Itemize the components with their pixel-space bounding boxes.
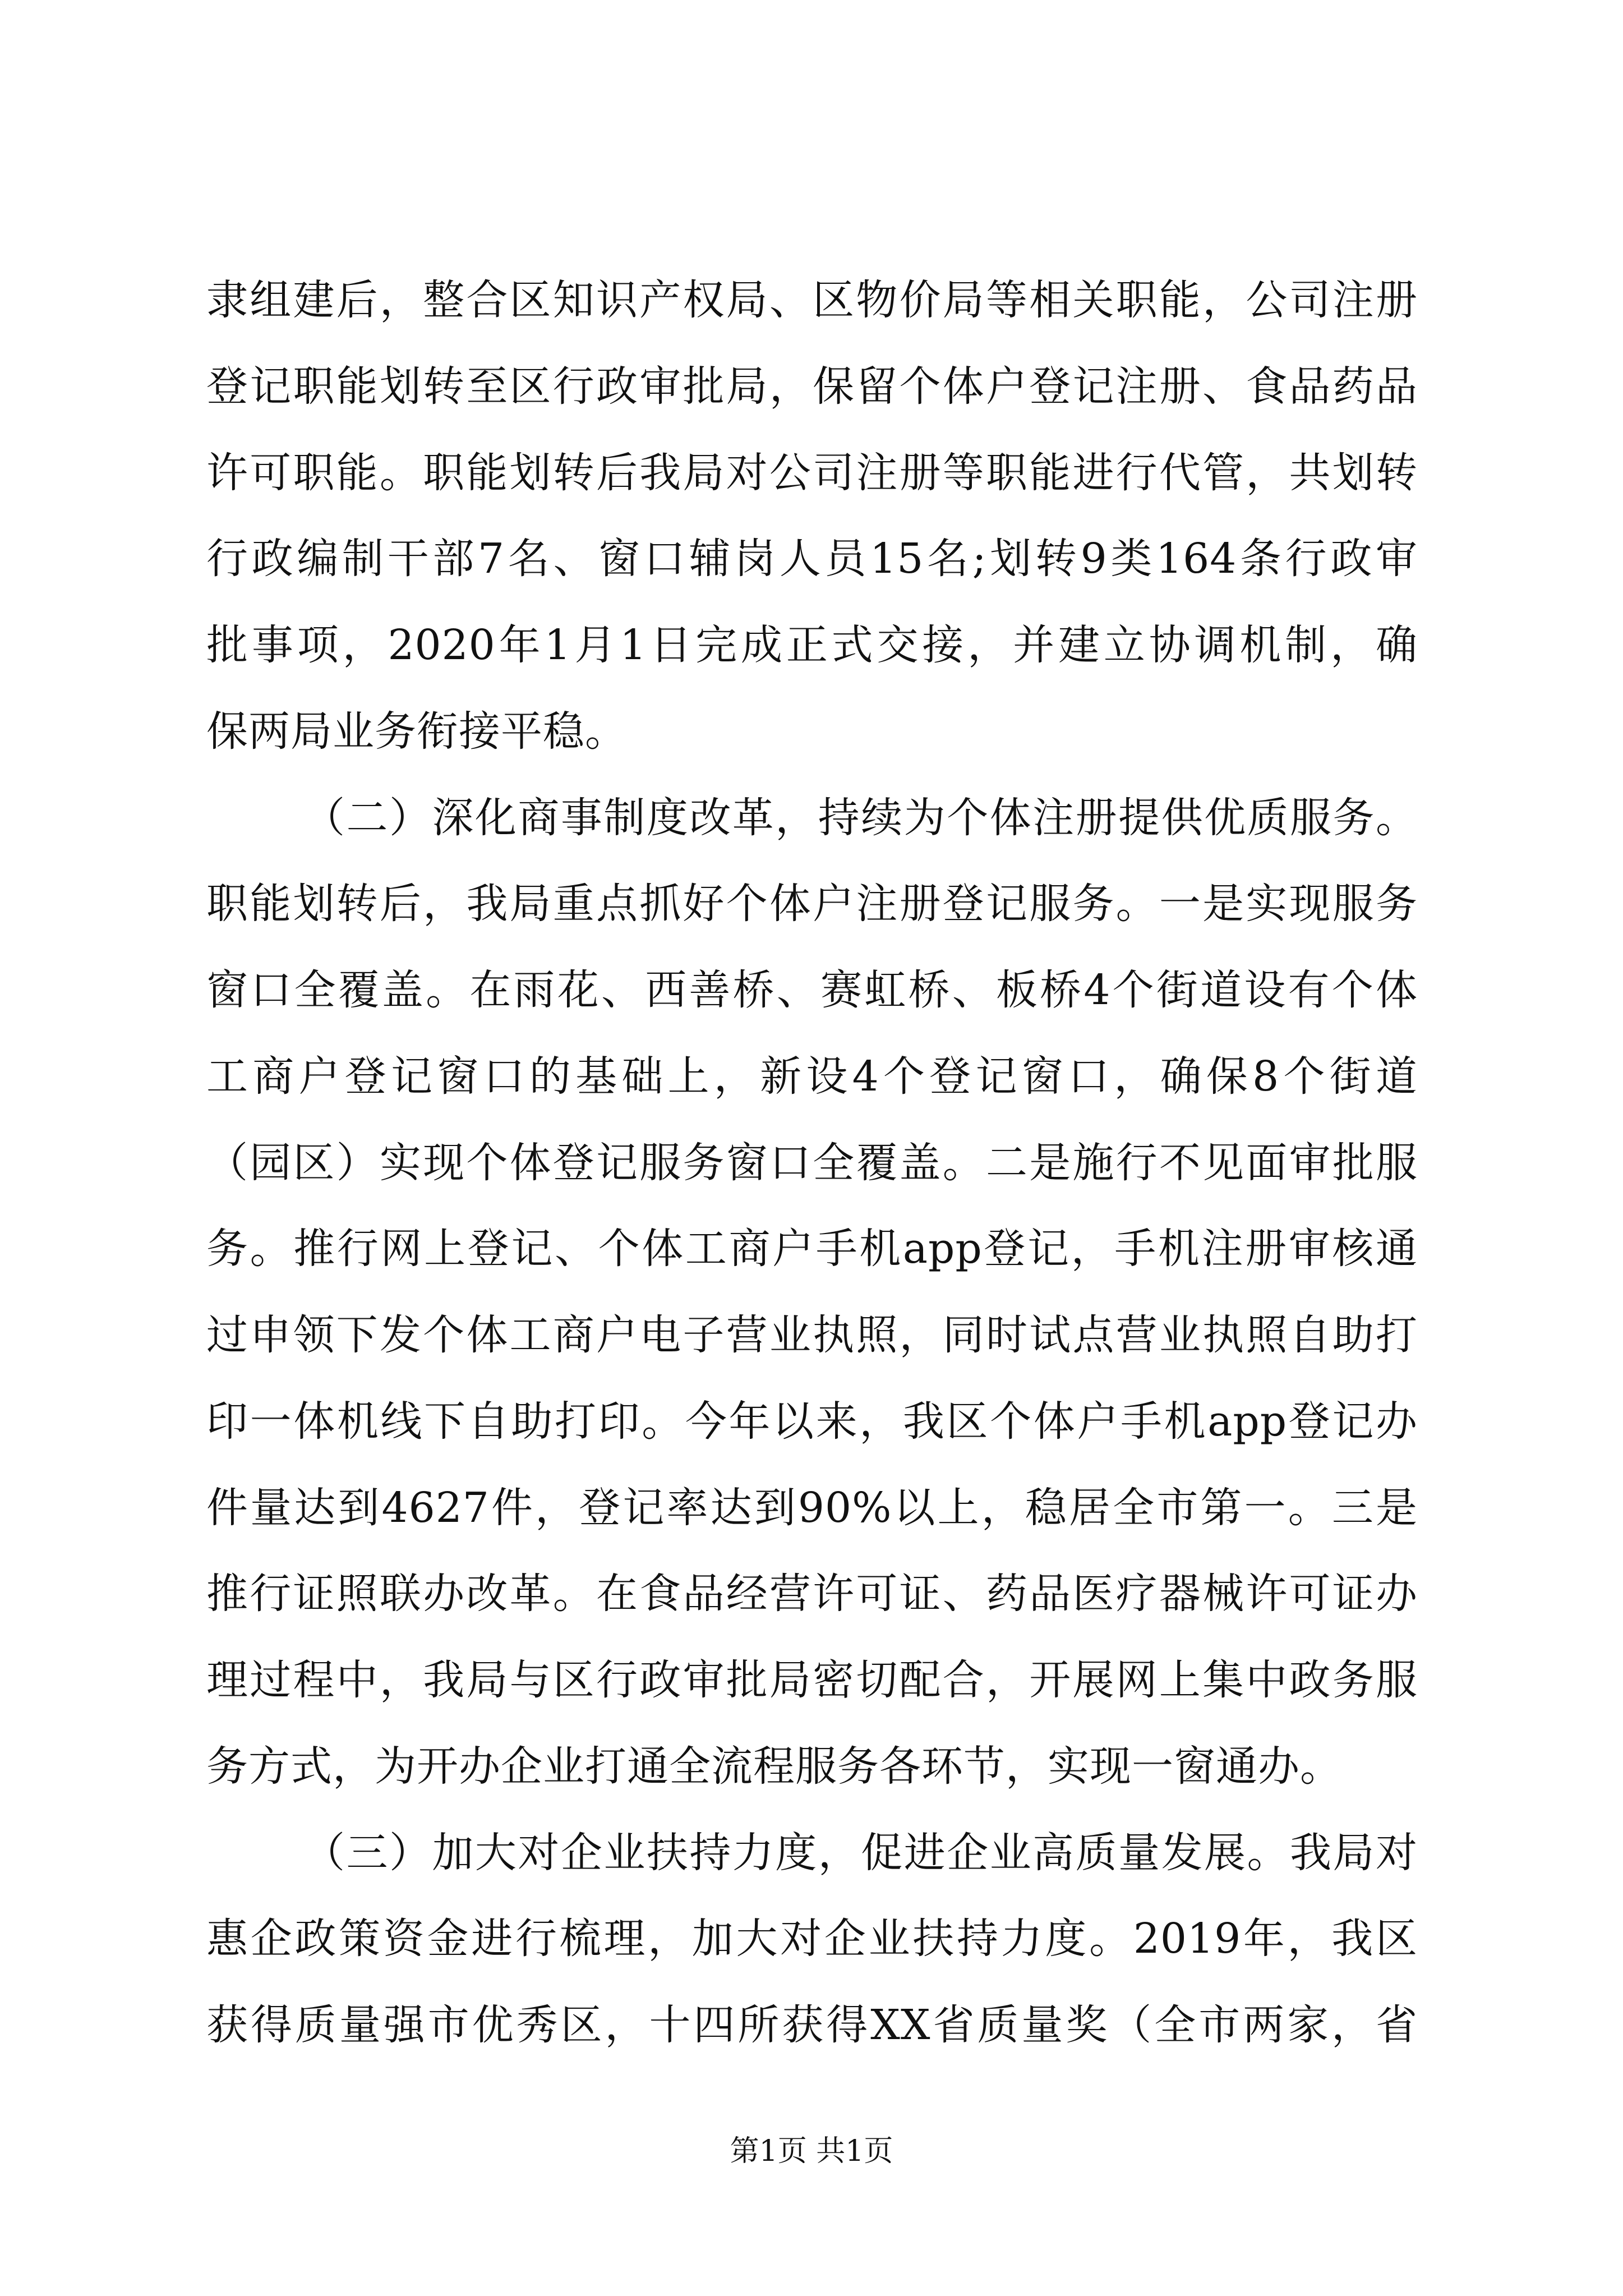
paragraph-line: 行政编制干部7名、窗口辅岗人员15名;划转9类164条行政审 — [206, 535, 1418, 583]
section-heading-line: （三）加大对企业扶持力度，促进企业高质量发展。我局对 — [303, 1828, 1418, 1877]
paragraph-line: 获得质量强市优秀区，十四所获得XX省质量奖（全市两家，省 — [206, 2001, 1418, 2049]
paragraph-line: 窗口全覆盖。在雨花、西善桥、赛虹桥、板桥4个街道设有个体 — [206, 966, 1418, 1014]
paragraph-line: 许可职能。职能划转后我局对公司注册等职能进行代管，共划转 — [206, 448, 1418, 497]
paragraph-line: 理过程中，我局与区行政审批局密切配合，开展网上集中政务服 — [206, 1656, 1418, 1704]
paragraph-line: 保两局业务衔接平稳。 — [206, 707, 627, 756]
paragraph-line: 批事项，2020年1月1日完成正式交接，并建立协调机制，确 — [206, 621, 1418, 669]
paragraph-line: 务。推行网上登记、个体工商户手机app登记，手机注册审核通 — [206, 1225, 1418, 1273]
paragraph-line: 登记职能划转至区行政审批局，保留个体户登记注册、食品药品 — [206, 362, 1418, 411]
paragraph-line: 印一体机线下自助打印。今年以来，我区个体户手机app登记办 — [206, 1397, 1418, 1446]
paragraph-line: 务方式，为开办企业打通全流程服务各环节，实现一窗通办。 — [206, 1742, 1342, 1791]
paragraph-line: 职能划转后，我局重点抓好个体户注册登记服务。一是实现服务 — [206, 880, 1418, 928]
paragraph-line: 工商户登记窗口的基础上，新设4个登记窗口，确保8个街道 — [206, 1052, 1418, 1101]
paragraph-line: 推行证照联办改革。在食品经营许可证、药品医疗器械许可证办 — [206, 1570, 1418, 1618]
paragraph-line: （园区）实现个体登记服务窗口全覆盖。二是施行不见面审批服 — [206, 1138, 1418, 1187]
page-footer: 第1页 共1页 — [730, 2134, 893, 2168]
section-heading-line: （二）深化商事制度改革，持续为个体注册提供优质服务。 — [303, 793, 1418, 842]
paragraph-line: 过申领下发个体工商户电子营业执照，同时试点营业执照自助打 — [206, 1311, 1418, 1359]
paragraph-line: 惠企政策资金进行梳理，加大对企业扶持力度。2019年，我区 — [206, 1915, 1418, 1963]
paragraph-line: 件量达到4627件，登记率达到90%以上，稳居全市第一。三是 — [206, 1483, 1418, 1532]
paragraph-line: 隶组建后，整合区知识产权局、区物价局等相关职能，公司注册 — [206, 276, 1418, 324]
